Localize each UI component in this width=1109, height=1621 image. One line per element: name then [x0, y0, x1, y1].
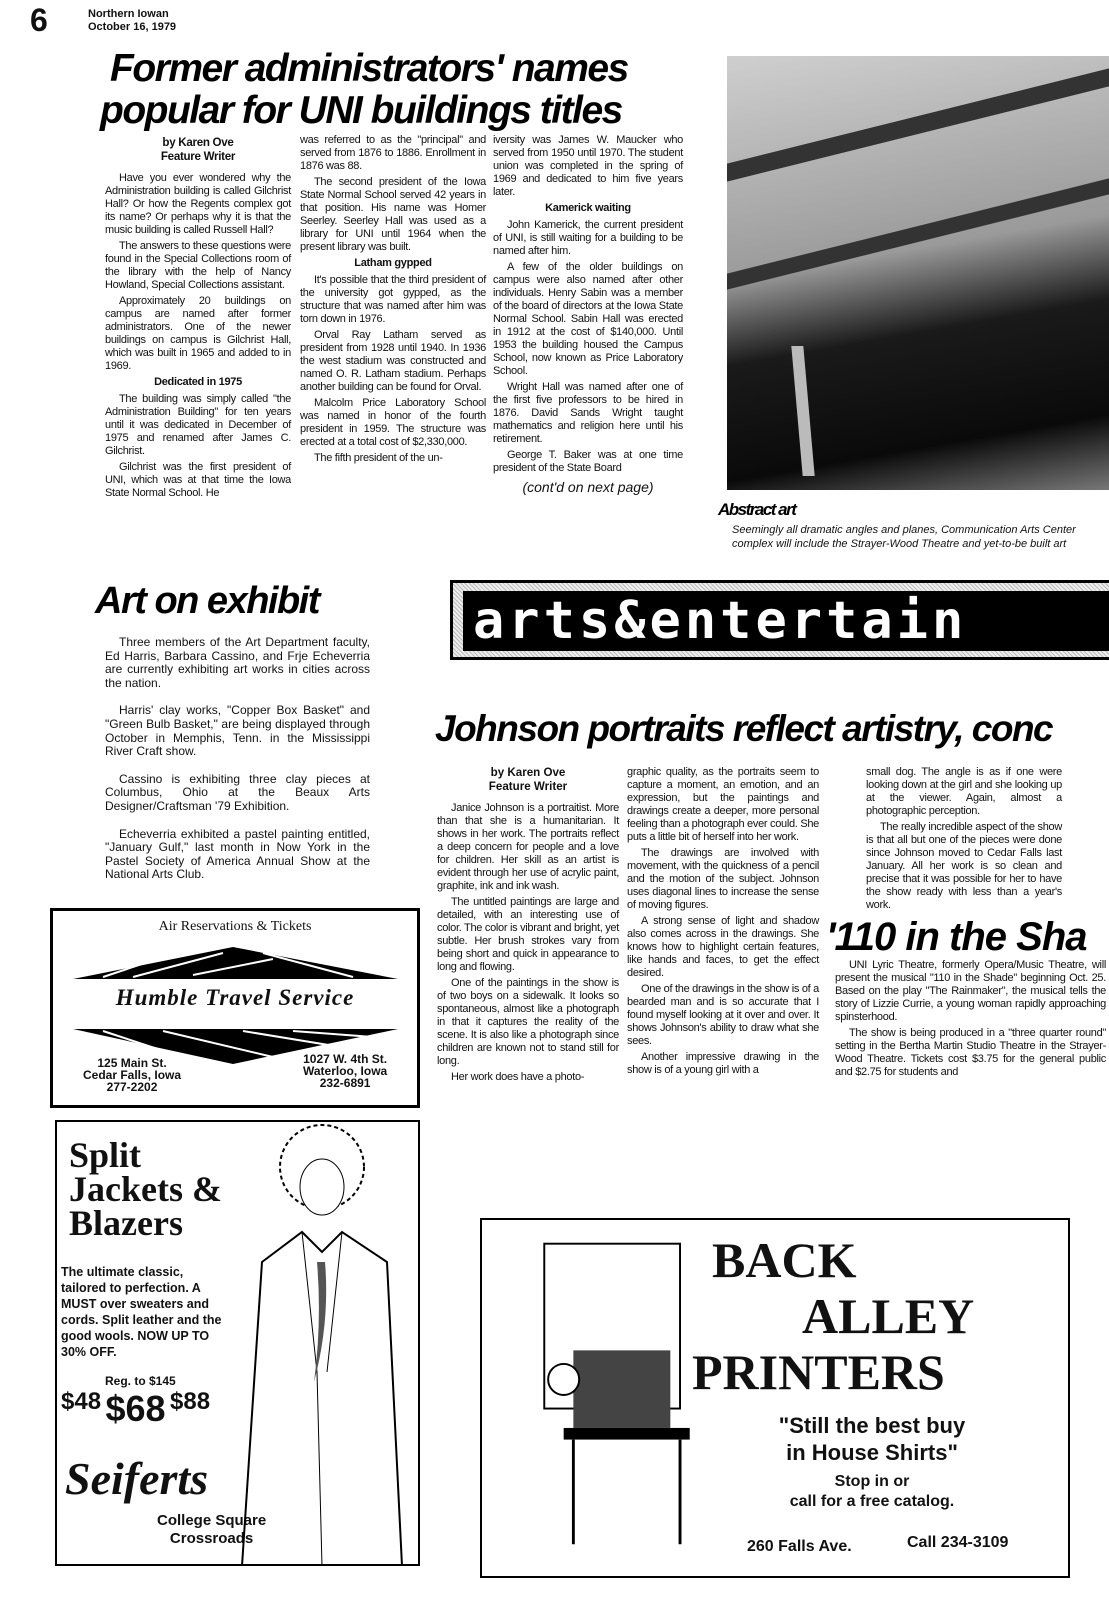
paragraph: Echeverria exhibited a pastel painting entitled, "January Gulf," last month in Now York in the Pastel Society of America Annual Show at the National Arts Club.	[105, 826, 370, 882]
arts-entertainment-banner	[450, 580, 1109, 660]
paragraph: The untitled paintings are large and detailed, with an interesting use of color. The color is vibrant and bright, yet subtle. Her brush strokes vary from being short and quick in appearance to long and flowing.	[437, 896, 619, 973]
paragraph: Another impressive drawing in the show is of a young girl with a	[627, 1051, 819, 1076]
paragraph: small dog. The angle is as if one were looking down at the girl and she looking up at the viewer. Again, almost a photographic perception.	[866, 766, 1062, 817]
paragraph: It's possible that the third president of the university got gypped, as the structure that was named after him was torn down in 1976.	[300, 274, 486, 325]
printer-cta	[722, 1472, 1022, 1512]
jacket-ad-title	[69, 1135, 222, 1243]
banner-text: arts&entertain	[463, 591, 1109, 651]
window-band	[727, 178, 1109, 289]
regular-price: Reg. to $145	[105, 1374, 176, 1388]
continued-notice: (cont'd on next page)	[522, 479, 654, 495]
location: College Square	[157, 1512, 267, 1529]
price: $68	[105, 1388, 166, 1429]
title-line: Blazers	[69, 1203, 183, 1243]
paragraph: George T. Baker was at one time president of the State Board	[493, 449, 683, 474]
print-shop-illustration	[532, 1234, 702, 1554]
paragraph: Gilchrist was the first president of UNI, which was at that time the Iowa State Normal School. He	[105, 461, 291, 499]
paragraph: The really incredible aspect of the show is that all but one of the pieces were done since Johnson moved to Cedar Falls last January. All her work is so clean and precise that it was possible for her to have the show ready with less than a year's work.	[866, 821, 1062, 911]
name-line: ALLEY	[802, 1288, 975, 1344]
byline-role: Feature Writer	[160, 150, 236, 163]
subhead: Latham gypped	[354, 257, 432, 269]
price: $48	[61, 1388, 102, 1415]
slogan-line: "Still the best buy	[778, 1413, 966, 1438]
story3-body	[835, 959, 1106, 1079]
page-number: 6	[30, 2, 48, 38]
slogan-line: in House Shirts"	[786, 1440, 958, 1465]
printer-phone: Call 234-3109	[907, 1534, 1009, 1551]
paragraph: Malcolm Price Laboratory School was named in honor of the fourth president in 1959. The structure was erected at a total cost of $2,330,000.	[300, 397, 486, 448]
right-column-flow	[826, 766, 1106, 1082]
address-line: 125 Main St.	[97, 1056, 167, 1070]
paragraph: Wright Hall was named after one of the first five professors to be hired in 1876. David Sands Wright taught mathematics and religion here until his retirement.	[493, 381, 683, 445]
subhead: Kamerick waiting	[545, 202, 631, 214]
paragraph: The drawings are involved with movement, with the quickness of a pencil and the motion of the subject. Johnson uses diagonal lines to increase the sense of moving figures.	[627, 847, 819, 911]
printer-ad	[480, 1218, 1070, 1578]
paragraph: Janice Johnson is a portraitist. More than that she is a humanitarian. It shows in her work. The portraits reflect a deep concern for people and a love for children. Her skill as an artist is evident through her use of acrylic paint, graphite, ink and ink wash.	[437, 802, 619, 892]
printer-slogan	[722, 1412, 1022, 1466]
paragraph: A few of the older buildings on campus were also named after other individuals. Henry Sabin was a member of the board of directors at the Iowa State Normal School. Sabin Hall was erected in 1912 at the cost of $140,000. Until 1953 the building housed the Campus School, now known as Price Laboratory School.	[493, 261, 683, 377]
name-line: BACK	[712, 1232, 857, 1288]
printer-ad-name	[692, 1232, 975, 1400]
address-line: Cedar Falls, Iowa	[83, 1068, 182, 1082]
address-line: Waterloo, Iowa	[303, 1064, 388, 1078]
woman-in-blazer-illustration	[222, 1122, 420, 1566]
support-column	[791, 346, 814, 476]
story1-col2	[300, 134, 486, 468]
story1-col3	[493, 134, 683, 497]
story1-headline-line2: popular for UNI buildings titles	[100, 89, 622, 132]
exhibit-body	[105, 636, 370, 885]
paragraph: The second president of the Iowa State Normal School served 42 years in that position. His name was Homer Seerley. Seerley Hall was used as a library for UNI until 1964 when the present library was built.	[300, 176, 486, 253]
paragraph: Approximately 20 buildings on campus are named after former administrators. One of the newer buildings on campus is Gilchrist Hall, which was built in 1965 and added to in 1969.	[105, 295, 291, 372]
story2-col3	[866, 766, 1062, 912]
byline-author: by Karen Ove	[490, 766, 566, 779]
paragraph: iversity was James W. Maucker who served from 1950 until 1970. The student union was completed in the spring of 1969 and dedicated to him five years later.	[493, 134, 683, 198]
story1-headline	[100, 48, 720, 132]
cta-line: call for a free catalog.	[789, 1493, 955, 1510]
store-logo: Seiferts	[65, 1453, 209, 1504]
travel-ad	[50, 908, 420, 1108]
paragraph: The show is being produced in a "three quarter round" setting in the Bertha Martin Studio Theatre in the Strayer-Wood Theatre. Tickets cost $3.75 for the general public and $2.75 for students and	[835, 1027, 1106, 1078]
paragraph: John Kamerick, the current president of UNI, is still waiting for a building to be named after him.	[493, 219, 683, 257]
printer-address: 260 Falls Ave.	[747, 1538, 852, 1555]
travel-address-waterloo	[303, 1053, 387, 1089]
issue-date: October 16, 1979	[88, 21, 177, 33]
address-line: 1027 W. 4th St.	[303, 1052, 388, 1066]
price: $88	[170, 1388, 211, 1415]
travel-address-cedar-falls	[83, 1057, 181, 1093]
window-band	[727, 68, 1109, 181]
paragraph: Cassino is exhibiting three clay pieces at Columbus, Ohio at the Beaux Arts Designer/Craftsman '79 Exhibition.	[105, 771, 370, 813]
building-photo	[727, 56, 1109, 490]
story1-headline-line1: Former administrators' names	[110, 47, 628, 90]
byline-role: Feature Writer	[488, 780, 568, 793]
jacket-ad	[55, 1120, 420, 1566]
photo-caption-title: Abstract art	[718, 500, 796, 519]
paragraph: The fifth president of the un-	[314, 452, 443, 464]
paragraph: The answers to these questions were found in the Special Collections room of the library with the help of Nancy Howland, Special Collections assistant.	[105, 240, 291, 291]
paragraph: Have you ever wondered why the Administration building is called Gilchrist Hall? Or how the Regents complex got its name? Or perhaps why it is that the music building is called Russell Hall?	[105, 172, 291, 236]
masthead	[88, 8, 176, 34]
byline-author: by Karen Ove	[162, 136, 234, 149]
story1-col1	[105, 136, 291, 503]
phone: 277-2202	[106, 1080, 158, 1094]
paragraph: One of the paintings in the show is of two boys on a sidewalk. It looks so spontaneous, almost like a photograph in that it captures the reality of the scene. It is also like a photograph since children are known not to stand still for long.	[437, 977, 619, 1067]
paragraph: Three members of the Art Department faculty, Ed Harris, Barbara Cassino, and Frje Echeverria are currently exhibiting art works in cities across the nation.	[105, 635, 370, 690]
travel-ad-name: Humble Travel Service	[115, 985, 355, 1010]
title-line: Split	[69, 1135, 142, 1175]
paragraph: was referred to as the "principal" and served from 1876 to 1886. Enrollment in 1876 was 88.	[300, 134, 486, 172]
cta-line: Stop in or	[834, 1473, 910, 1490]
paragraph: UNI Lyric Theatre, formerly Opera/Music Theatre, will present the musical "110 in the Shade" beginning Oct. 25. Based on the play "The Rainmaker", the musical tells the story of Lizzie Currie, a young woman rapidly approaching spinsterhood.	[835, 959, 1106, 1023]
paragraph: The building was simply called "the Administration Building" for ten years until it was dedicated in December of 1975 and renamed after James C. Gilchrist.	[105, 393, 291, 457]
paragraph: Orval Ray Latham served as president from 1928 until 1940. In 1936 the west stadium was constructed and named O. R. Latham stadium. Perhaps another building can be found for Orval.	[300, 329, 486, 393]
paragraph: One of the drawings in the show is of a bearded man and is so accurate that I found myself looking at it over and over. It shows Johnson's ability to draw what she sees.	[627, 983, 819, 1047]
story2-col1	[437, 766, 619, 1087]
paragraph: Harris' clay works, "Copper Box Basket" and "Green Bulb Basket," are being displayed through October in Memphis, Tenn. in the Mississippi River Craft show.	[105, 703, 370, 759]
paragraph: graphic quality, as the portraits seem to capture a moment, an emotion, and an expression, but the paintings and drawings create a deeper, more personal feeling than a photograph ever could. She puts a little bit of herself into her work.	[627, 766, 819, 843]
story3-headline: '110 in the Sha	[826, 915, 1087, 959]
name-line: PRINTERS	[692, 1344, 945, 1400]
travel-ad-top: Air Reservations & Tickets	[158, 919, 312, 934]
paragraph: Her work does have a photo-	[451, 1071, 585, 1083]
location: Crossroads	[169, 1530, 254, 1547]
story2-headline: Johnson portraits reflect artistry, conc	[435, 708, 1053, 749]
subhead: Dedicated in 1975	[154, 376, 242, 388]
photo-caption: Seemingly all dramatic angles and planes, Communication Arts Center complex will include the Strayer-Wood Theatre and yet-to-be built art	[732, 524, 1076, 550]
byline	[437, 766, 619, 794]
paragraph: A strong sense of light and shadow also comes across in the drawings. She knows how to highlight certain features, like hands and faces, to get the effect desired.	[627, 915, 819, 979]
paper-name: Northern Iowan	[88, 8, 169, 20]
price-list	[61, 1388, 210, 1430]
jacket-ad-body: The ultimate classic, tailored to perfection. A MUST over sweaters and cords. Split leather and the good wools. NOW UP TO 30% OFF.	[61, 1265, 222, 1359]
exhibit-headline: Art on exhibit	[95, 580, 319, 622]
phone: 232-6891	[319, 1076, 371, 1090]
byline	[105, 136, 291, 164]
story2-col2	[627, 766, 819, 1080]
title-line: Jackets &	[69, 1169, 222, 1209]
